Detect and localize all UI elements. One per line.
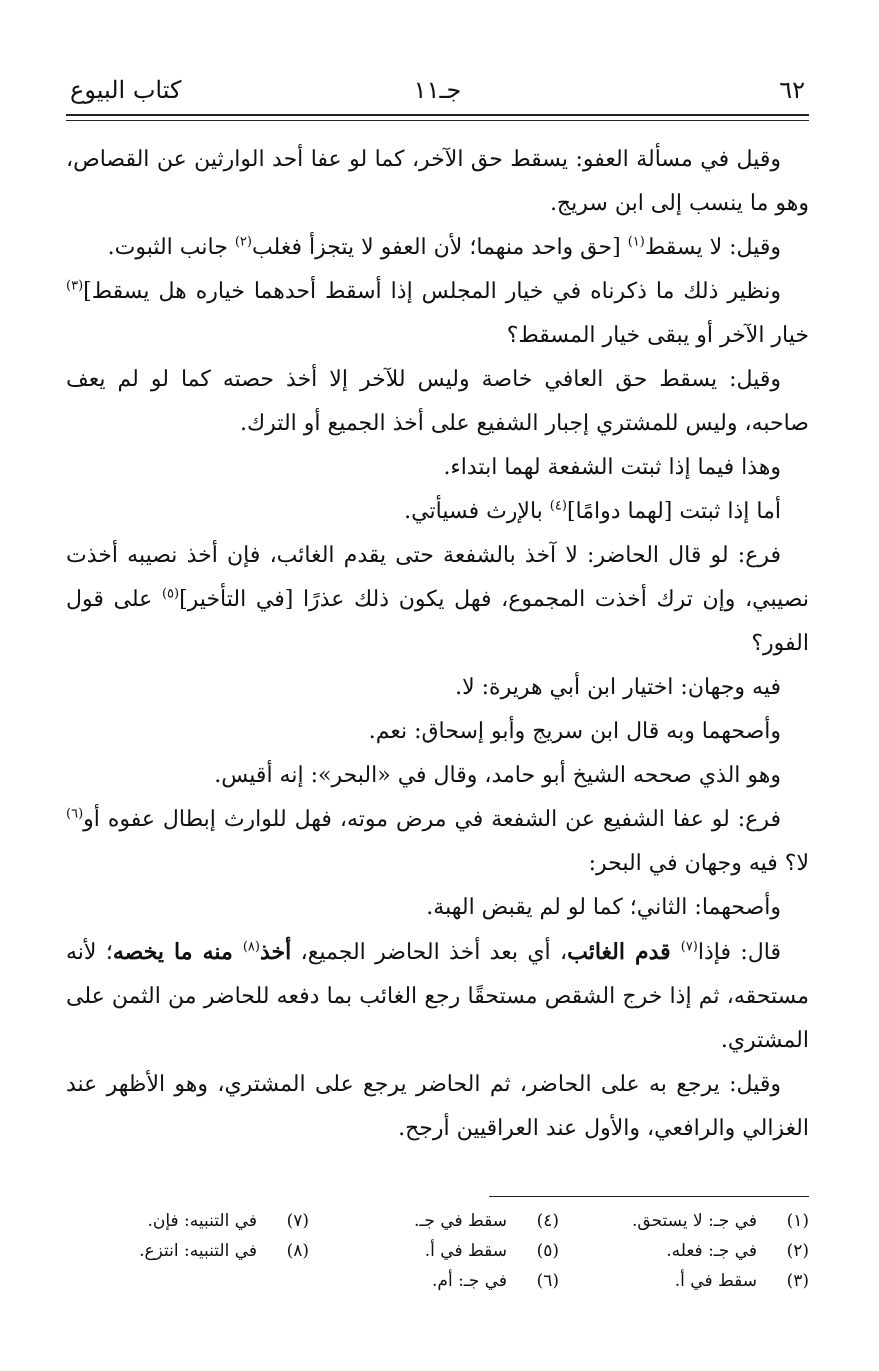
footnote-ref: (١) — [627, 234, 645, 250]
footnote-column — [319, 1206, 559, 1296]
footnote-column — [569, 1206, 809, 1296]
paragraph: وقيل: لا يسقط$^{(١)}$ [حق واحد منهما؛ لأن العفو لا يتجزأ فغلب$^{(٢)}$ جانب الثبوت. — [107, 234, 781, 260]
footnote-ref: (٦) — [66, 806, 84, 822]
footnote-column — [69, 1206, 309, 1266]
running-header — [66, 76, 809, 110]
paragraph: فرع: لو قال الحاضر: لا آخذ بالشفعة حتى يقدم الغائب، فإن أخذ نصيبه أخذت نصيبي، وإن ترك أخذت المجموع، فهل يكون ذلك عذرًا [في التأخير]$^{(٥)}$ على قول الفور؟ — [66, 543, 809, 656]
bold-text: قدم الغائب — [567, 939, 681, 965]
paragraph: ونظير ذلك ما ذكرناه في خيار المجلس إذا أسقط أحدهما خياره هل يسقط]$^{(٣)}$ خيار الآخر أو يبقى خيار المسقط؟ — [66, 278, 809, 348]
footnote: (٣)سقط في أ. — [674, 1271, 809, 1291]
book-page — [66, 0, 809, 1371]
footnote: (١)في جـ: لا يستحق. — [631, 1211, 809, 1231]
paragraph: أما إذا ثبتت [لهما دوامًا]$^{(٤)}$ بالإرث فسيأتي. — [404, 498, 781, 524]
header-rule-thin — [66, 120, 809, 121]
book-title: كتاب البيوع — [70, 76, 182, 104]
paragraph: وهذا فيما إذا ثبتت الشفعة لهما ابتداء. — [443, 455, 781, 480]
main-text — [66, 138, 809, 1151]
paragraph: وقيل: يسقط حق العافي خاصة وليس للآخر إلا أخذ حصته كما لو لم يعف صاحبه، وليس للمشتري إجبار الشفيع على أخذ الجميع أو الترك. — [66, 367, 809, 436]
footnote: (٥)سقط في أ. — [424, 1241, 559, 1261]
footnote-ref: (٣) — [66, 278, 84, 294]
footnote-separator — [489, 1196, 809, 1197]
paragraph: قال: فإذا$^{(٧)}$ قدم الغائب، أي بعد أخذ الحاضر الجميع، أخذ$^{(٨)}$ منه ما يخصه؛ لأنه مستحقه، ثم إذا خرج الشقص مستحقًا رجع الغائب بما دفعه للحاضر من الثمن على المشتري. — [66, 939, 809, 1053]
paragraph: فيه وجهان: اختيار ابن أبي هريرة: لا. — [455, 675, 781, 700]
footnotes — [66, 1206, 809, 1306]
footnote-ref: (٤) — [549, 498, 567, 514]
volume-label: جـ١١ — [413, 76, 462, 104]
footnote-ref: (٧) — [680, 939, 698, 955]
header-rule-thick — [66, 114, 809, 116]
paragraph: وقيل في مسألة العفو: يسقط حق الآخر، كما لو عفا أحد الوارثين عن القصاص، وهو ما ينسب إلى ابن سريج. — [66, 147, 809, 216]
paragraph: فرع: لو عفا الشفيع عن الشفعة في مرض موته، فهل للوارث إبطال عفوه أو$^{(٦)}$ لا؟ فيه وجهان في البحر: — [66, 806, 809, 876]
footnote: (٤)سقط في جـ. — [414, 1211, 559, 1231]
paragraph: وأصحهما: الثاني؛ كما لو لم يقبض الهبة. — [426, 895, 781, 920]
footnote-ref: (٥) — [161, 586, 180, 602]
bold-text: أخذ — [259, 939, 292, 965]
paragraph: وهو الذي صححه الشيخ أبو حامد، وقال في «البحر»: إنه أقيس. — [214, 763, 781, 788]
paragraph: وقيل: يرجع به على الحاضر، ثم الحاضر يرجع على المشتري، وهو الأظهر عند الغزالي والرافعي، والأول عند العراقيين أرجح. — [66, 1072, 809, 1141]
footnote: (٦)في جـ: أم. — [432, 1271, 559, 1291]
footnote-ref: (٢) — [234, 234, 252, 250]
page-number: ٦٢ — [779, 76, 805, 104]
footnote: (٧)في التنبيه: فإن. — [147, 1211, 309, 1231]
footnote: (٨)في التنبيه: انتزع. — [139, 1241, 309, 1261]
footnote: (٢)في جـ: فعله. — [666, 1241, 809, 1261]
paragraph: وأصحهما وبه قال ابن سريج وأبو إسحاق: نعم. — [368, 719, 781, 744]
bold-text: منه ما يخصه — [112, 939, 243, 965]
footnote-ref: (٨) — [242, 939, 260, 955]
